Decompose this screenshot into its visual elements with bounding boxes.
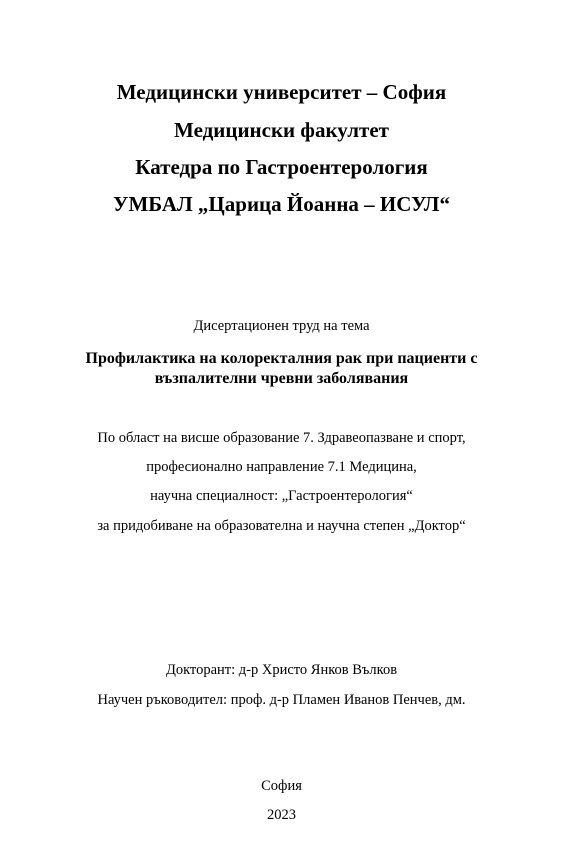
faculty-name: Медицински факултет [174, 118, 389, 142]
thesis-title-line-1: Профилактика на колоректалния рак при пациенти с [85, 350, 478, 367]
scientific-supervisor: Научен ръководител: проф. д-р Пламен Иванов Пенчев, дм. [97, 692, 466, 708]
university-name: Медицински университет – София [116, 80, 447, 104]
doctoral-candidate: Докторант: д-р Христо Янков Вълков [165, 662, 398, 678]
hospital-name: УМБАЛ „Царица Йоанна – ИСУЛ“ [113, 192, 450, 216]
department-name: Катедра по Гастроентерология [135, 155, 428, 179]
thesis-intro: Дисертационен труд на тема [193, 318, 370, 334]
detail-line-3: научна специалност: „Гастроентерология“ [150, 488, 413, 504]
detail-line-2: професионално направление 7.1 Медицина, [146, 459, 417, 475]
year: 2023 [267, 807, 296, 823]
city: София [261, 778, 302, 794]
thesis-title-line-2: възпалителни чревни заболявания [154, 370, 409, 387]
detail-line-1: По област на висше образование 7. Здравеопазване и спорт, [97, 430, 466, 446]
detail-line-4: за придобиване на образователна и научна степен „Доктор“ [97, 518, 466, 534]
